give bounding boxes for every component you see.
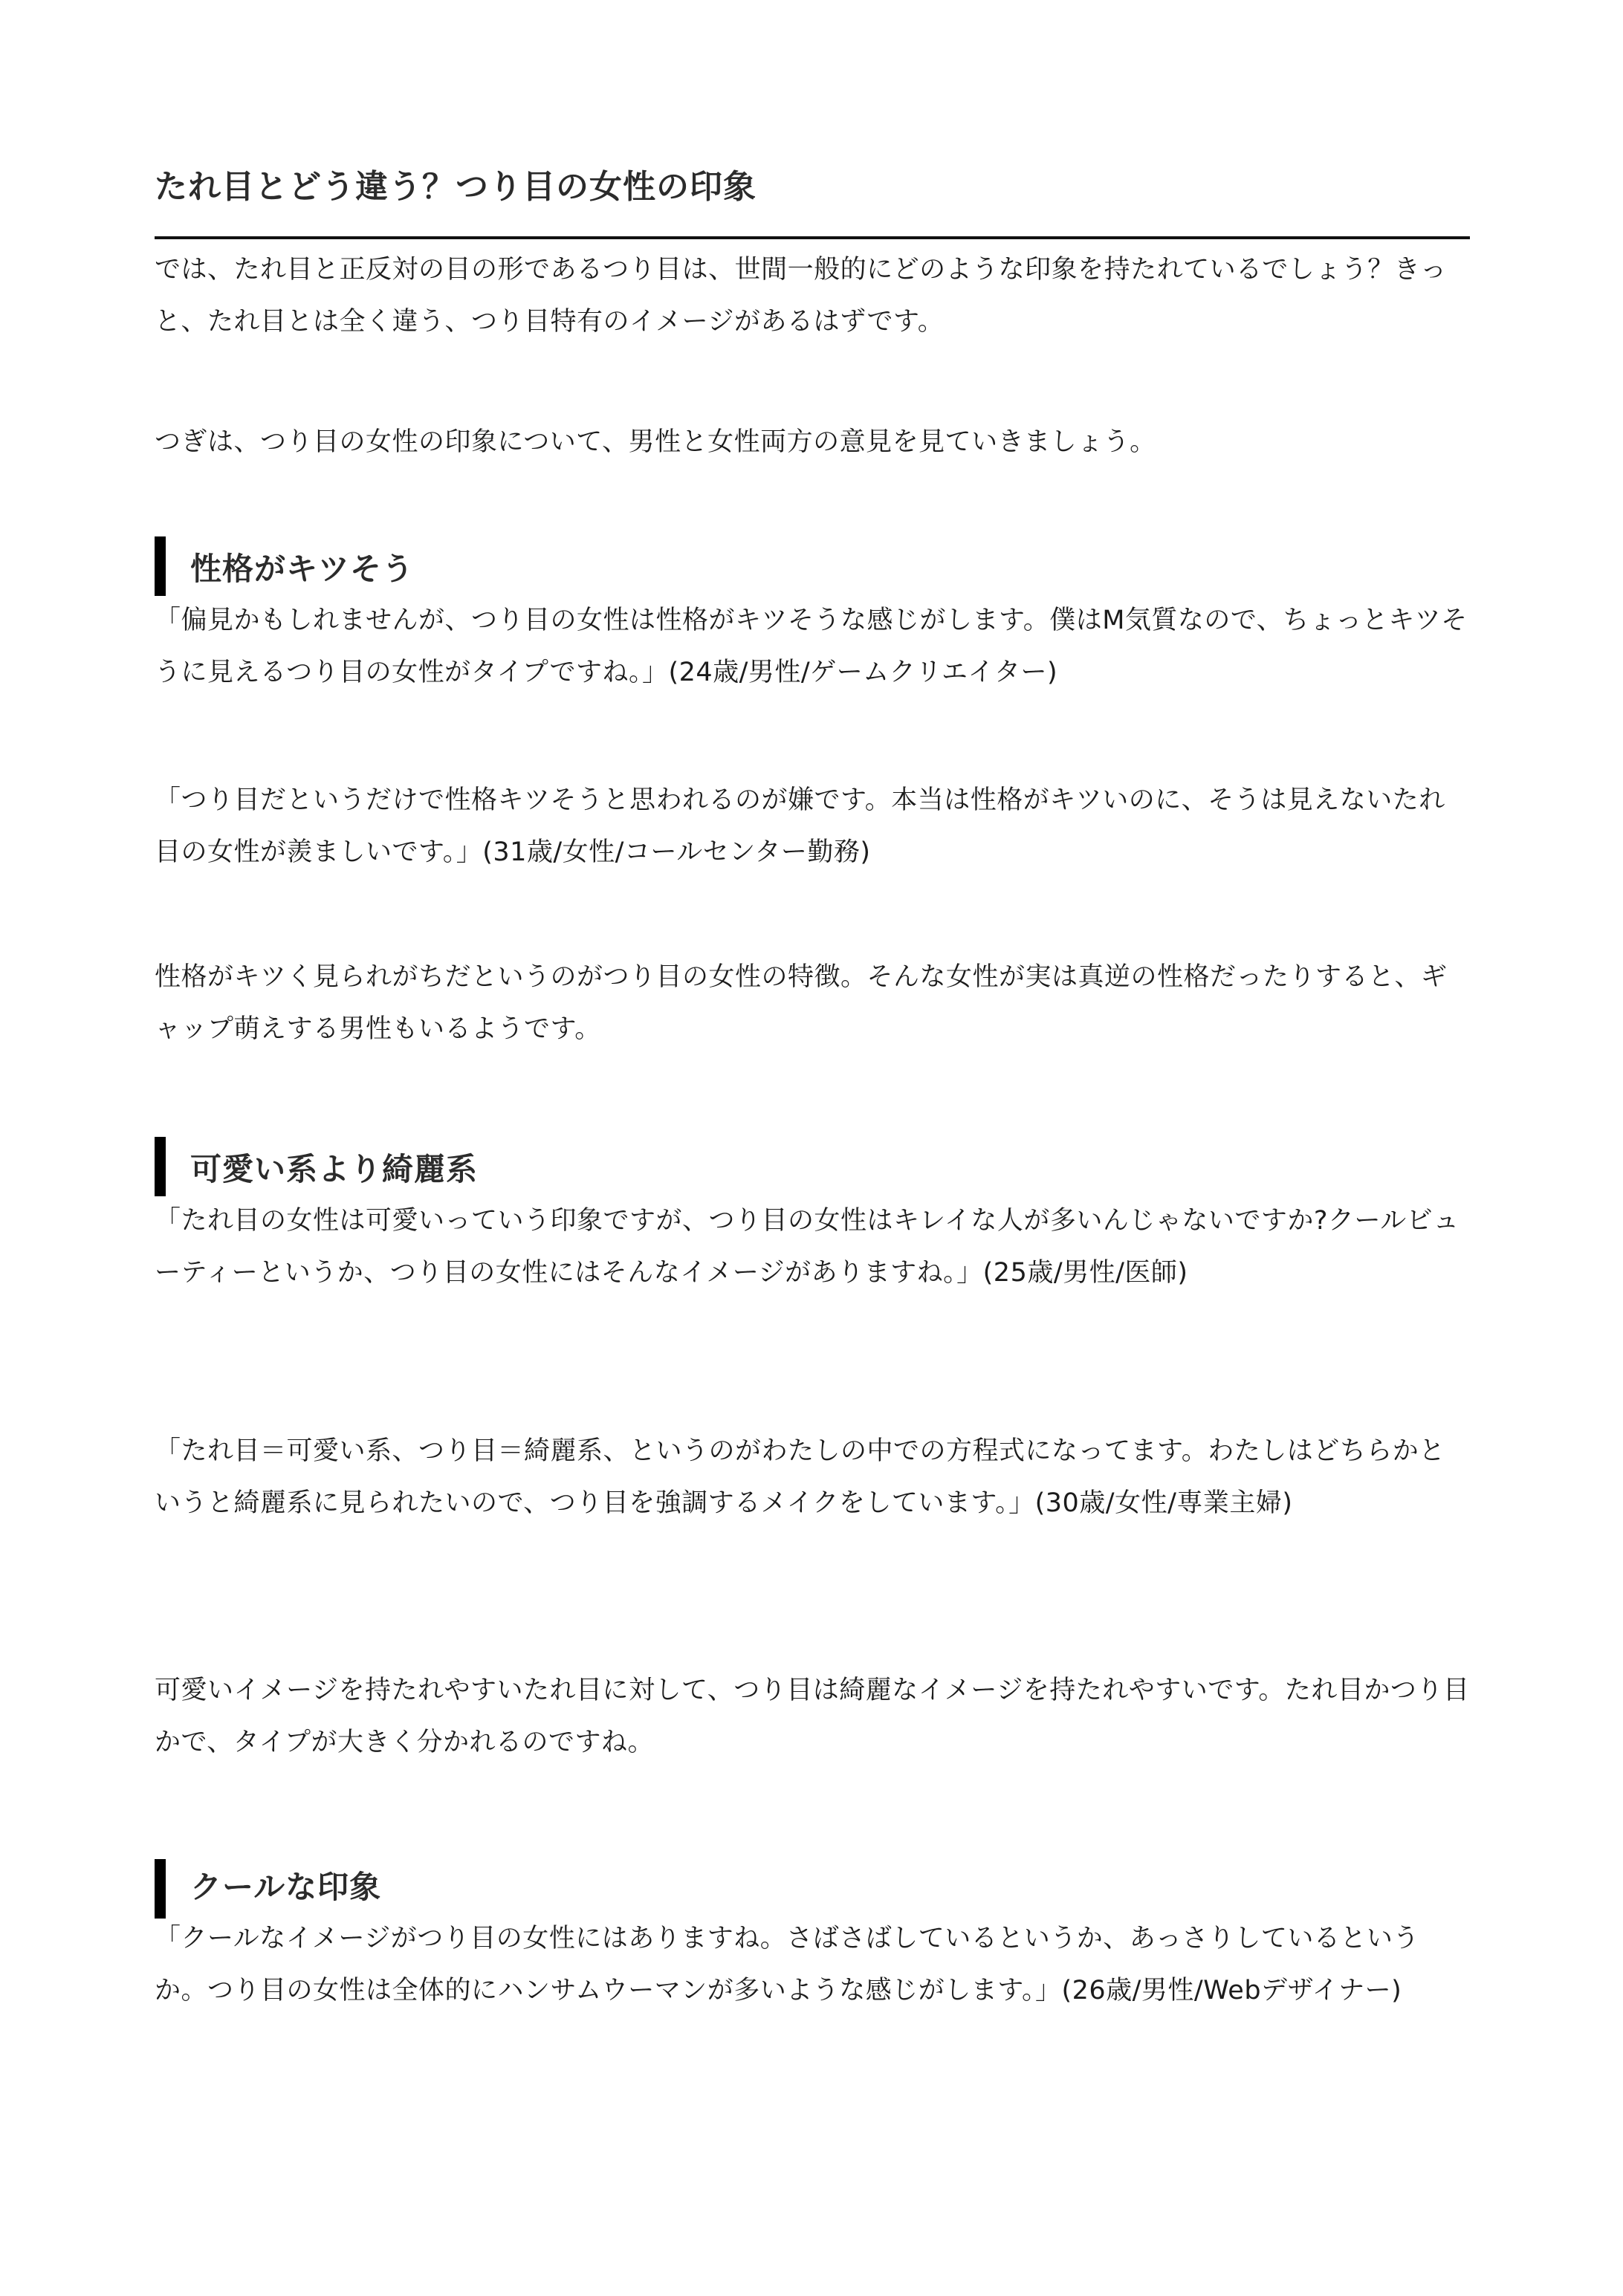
section-marker-bar [155,1137,166,1196]
intro-paragraph-2: つぎは、つり目の女性の印象について、男性と女性両方の意見を見ていきましょう。 [155,427,1156,457]
quote-paragraph: 「たれ目＝可愛い系、つり目＝綺麗系、というのがわたしの中での方程式になってます。わたしはどちらかというと綺麗系に見られたいので、つり目を強調するメイクをしています。」(30歳/女性/専業主婦) [155,1436,1445,1518]
summary-paragraph: 性格がキツく見られがちだというのがつり目の女性の特徴。そんな女性が実は真逆の性格だったりすると、ギャップ萌えする男性もいるようです。 [155,962,1448,1044]
summary-paragraph: 可愛いイメージを持たれやすいたれ目に対して、つり目は綺麗なイメージを持たれやすいです。たれ目かつり目かで、タイプが大きく分かれるのですね。 [155,1676,1470,1757]
intro-paragraph-1: では、たれ目と正反対の目の形であるつり目は、世間一般的にどのような印象を持たれているでしょう？きっと、たれ目とは全く違う、つり目特有のイメージがあるはずです。 [155,255,1447,337]
section-marker-bar [155,536,166,596]
section-marker-bar [155,1859,166,1919]
quote-paragraph: 「偏見かもしれませんが、つり目の女性は性格がキツそうな感じがします。僕はM気質なので、ちょっとキツそうに見えるつり目の女性がタイプですね。」(24歳/男性/ゲームクリエイター) [155,606,1468,687]
quote-paragraph: 「たれ目の女性は可愛いっていう印象ですが、つり目の女性はキレイな人が多いんじゃないですか?クールビューティーというか、つり目の女性にはそんなイメージがありますね。」(25歳/男性/医師) [155,1206,1460,1288]
title-underline-divider [155,236,1470,239]
section-heading: 性格がキツそう [190,551,415,587]
quote-paragraph: 「クールなイメージがつり目の女性にはありますね。さばさばしているというか、あっさりしているというか。つり目の女性は全体的にハンサムウーマンが多いような感じがします。」(26歳/男性/Webデザイナー) [155,1924,1419,2005]
section-heading: 可愛い系より綺麗系 [190,1151,479,1187]
page-title: たれ目とどう違う？つり目の女性の印象 [155,168,757,206]
section-heading: クールな印象 [190,1869,382,1905]
quote-paragraph: 「つり目だというだけで性格キツそうと思われるのが嫌です。本当は性格がキツいのに、そうは見えないたれ目の女性が羨ましいです。」(31歳/女性/コールセンター勤務) [155,785,1445,867]
